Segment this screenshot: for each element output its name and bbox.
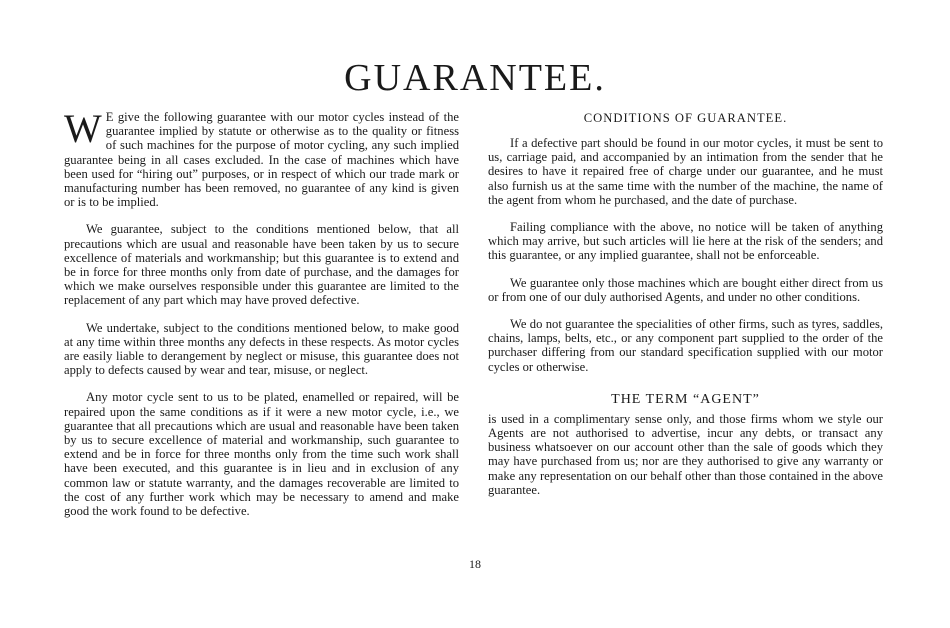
right-column bbox=[488, 110, 883, 510]
agent-heading: THE TERM “AGENT” bbox=[611, 391, 760, 407]
undertaking-paragraph: We undertake, subject to the conditions mentioned below, to make good at any time within three months any defects in these respects. As motor cycles are easily liable to derangement by neglect or misuse, this guarantee does not apply to defects caused by wear and tear, misuse, or neglect. bbox=[64, 320, 459, 378]
page-title: GUARANTEE. bbox=[344, 57, 606, 99]
authorised-agents-paragraph: We guarantee only those machines which are bought either direct from us or from one of our duly authorised Agents, and under no other conditions. bbox=[488, 275, 883, 304]
intro-paragraph-text: E give the following guarantee with our motor cycles instead of the guarantee implied by statute or otherwise as to the quality or fitness of such machines for the purpose of motor cycling, any such implied guarantee being in all cases excluded. In the case of machines which have been used for “hiring out” purposes, or in respect of which our trade mark or manufacturing number has been removed, no guarantee of any kind is given or is to be implied. bbox=[64, 110, 459, 210]
specialities-paragraph: We do not guarantee the specialities of other firms, such as tyres, saddles, chains, lamps, belts, etc., or any component part supplied to the order of the purchaser differing from our standard specification supplied with our motor cycles or otherwise. bbox=[488, 317, 883, 374]
left-column bbox=[64, 106, 459, 531]
defective-part-paragraph: If a defective part should be found in our motor cycles, it must be sent to us, carriage paid, and accompanied by an intimation from the sender that he desires to have it repaired free of charge under our guarantee, and he must also furnish us at the same time with the number of the machine, the name of the agent from whom he purchased, and the date of purchase. bbox=[488, 136, 883, 207]
agent-paragraph: is used in a complimentary sense only, and those firms whom we style our Agents are not authorised to advertise, incur any debts, or transact any business whatsoever on our account other than the sale of goods which they may have purchased from us; nor are they authorised to give any warranty or make any representation on our behalf other than those contained in the above guarantee. bbox=[488, 411, 883, 497]
conditions-heading: CONDITIONS OF GUARANTEE. bbox=[583, 111, 788, 125]
drop-cap: W bbox=[64, 106, 102, 151]
guarantee-paragraph: We guarantee, subject to the conditions mentioned below, that all precautions which are usual and reasonable have been taken by us to secure excellence of materials and workmanship; but this guarantee is to extend and be in force for three months only from date of purchase, and the damages for which we make ourselves responsible under this guarantee are limited to the replacement of any part which may have proved defective. bbox=[64, 222, 459, 308]
intro-paragraph bbox=[64, 106, 459, 210]
page-number: 18 bbox=[469, 557, 481, 571]
repair-paragraph: Any motor cycle sent to us to be plated, enamelled or repaired, will be repaired upon the same conditions as if it were a new motor cycle, i.e., we guarantee that all precautions which are usual and reasonable have been taken by us to secure excellence of material and workmanship, such guarantee to extend and be in force for three months only from the time such work shall have been executed, and this guarantee is in lieu and in exclusion of any common law or statute warranty, and the damages recoverable are limited to the cost of any further work which may be necessary to amend and make good the work found to be defective. bbox=[64, 390, 459, 519]
failing-compliance-paragraph: Failing compliance with the above, no notice will be taken of anything which may arrive, but such articles will lie here at the risk of the senders; and this guarantee, or any implied guarantee, shall not be enforceable. bbox=[488, 220, 883, 263]
